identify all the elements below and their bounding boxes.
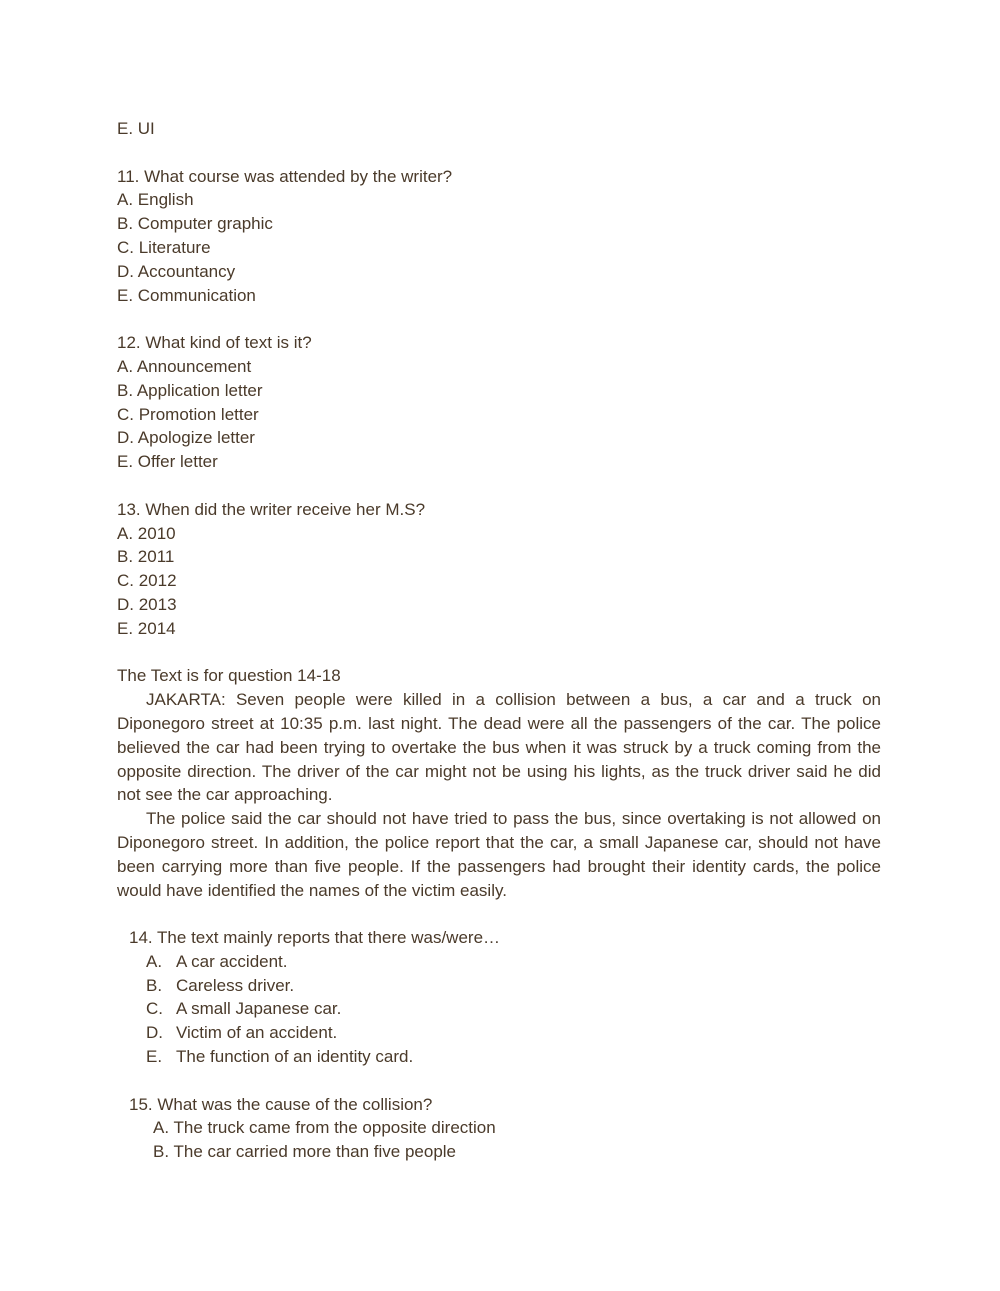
question-13-option-c[interactable]: C. 2012 <box>117 571 177 591</box>
option-letter: D. <box>146 1023 163 1043</box>
reading-passage <box>117 664 881 902</box>
option-text: Careless driver. <box>176 975 295 995</box>
question-12-option-b[interactable]: B. Application letter <box>117 380 263 400</box>
question-12 <box>117 331 881 474</box>
previous-option-e: E. UI <box>117 119 155 138</box>
question-12-option-c[interactable]: C. Promotion letter <box>117 404 259 424</box>
question-13 <box>117 498 881 641</box>
option-letter: A. <box>146 951 163 971</box>
option-letter: C. <box>146 999 163 1019</box>
question-12-text: 12. What kind of text is it? <box>117 333 312 353</box>
question-15-option-b[interactable]: B. The car carried more than five people <box>153 1142 457 1162</box>
question-14-option-c[interactable] <box>146 997 881 1021</box>
option-text: A car accident. <box>176 951 288 971</box>
question-13-option-e[interactable]: E. 2014 <box>117 618 176 638</box>
passage-heading: The Text is for question 14-18 <box>117 666 341 686</box>
question-14-option-a[interactable] <box>146 950 881 974</box>
question-11-option-b[interactable]: B. Computer graphic <box>117 214 273 234</box>
question-15-text: 15. What was the cause of the collision? <box>129 1094 433 1114</box>
option-text: Victim of an accident. <box>176 1023 338 1043</box>
question-11-text: 11. What course was attended by the writer? <box>117 166 453 186</box>
question-13-option-d[interactable]: D. 2013 <box>117 594 177 614</box>
option-letter: B. <box>146 975 163 995</box>
question-15-option-a[interactable]: A. The truck came from the opposite direction <box>153 1118 496 1138</box>
question-13-option-b[interactable]: B. 2011 <box>117 547 175 567</box>
question-13-text: 13. When did the writer receive her M.S? <box>117 499 426 519</box>
question-15 <box>117 1093 881 1164</box>
question-14 <box>117 926 881 1069</box>
question-12-option-a[interactable]: A. Announcement <box>117 356 252 376</box>
option-text: The function of an identity card. <box>176 1047 414 1067</box>
passage-paragraph-2: The police said the car should not have tried to pass the bus, since overtaking is not allowed on Diponegoro street. In addition, the police report that the car, a small Japanese car, should not have been carrying more than five people. If the passengers had brought their identity cards, the police would have identified the names of the victim easily. <box>117 809 881 900</box>
question-11-option-c[interactable]: C. Literature <box>117 237 211 257</box>
question-11-option-d[interactable]: D. Accountancy <box>117 261 236 281</box>
question-11 <box>117 165 881 308</box>
question-14-option-e[interactable] <box>146 1045 881 1069</box>
question-11-option-a[interactable]: A. English <box>117 190 194 210</box>
question-12-option-d[interactable]: D. Apologize letter <box>117 428 255 448</box>
option-text: A small Japanese car. <box>176 999 342 1019</box>
worksheet-page <box>117 117 881 1164</box>
question-14-option-b[interactable] <box>146 974 881 998</box>
option-letter: E. <box>146 1047 163 1067</box>
question-14-text: 14. The text mainly reports that there was/were… <box>129 928 501 948</box>
question-13-option-a[interactable]: A. 2010 <box>117 523 176 543</box>
question-11-option-e[interactable]: E. Communication <box>117 285 256 305</box>
passage-paragraph-1: JAKARTA: Seven people were killed in a collision between a bus, a car and a truck on Diponegoro street at 10:35 p.m. last night. The dead were all the passengers of the car. The police believed the car had been trying to overtake the bus when it was struck by a truck coming from the opposite direction. The driver of the car might not be using his lights, as the truck driver said he did not see the car approaching. <box>117 690 881 805</box>
question-14-option-d[interactable] <box>146 1021 881 1045</box>
question-14-options <box>117 950 881 1069</box>
question-12-option-e[interactable]: E. Offer letter <box>117 452 218 472</box>
